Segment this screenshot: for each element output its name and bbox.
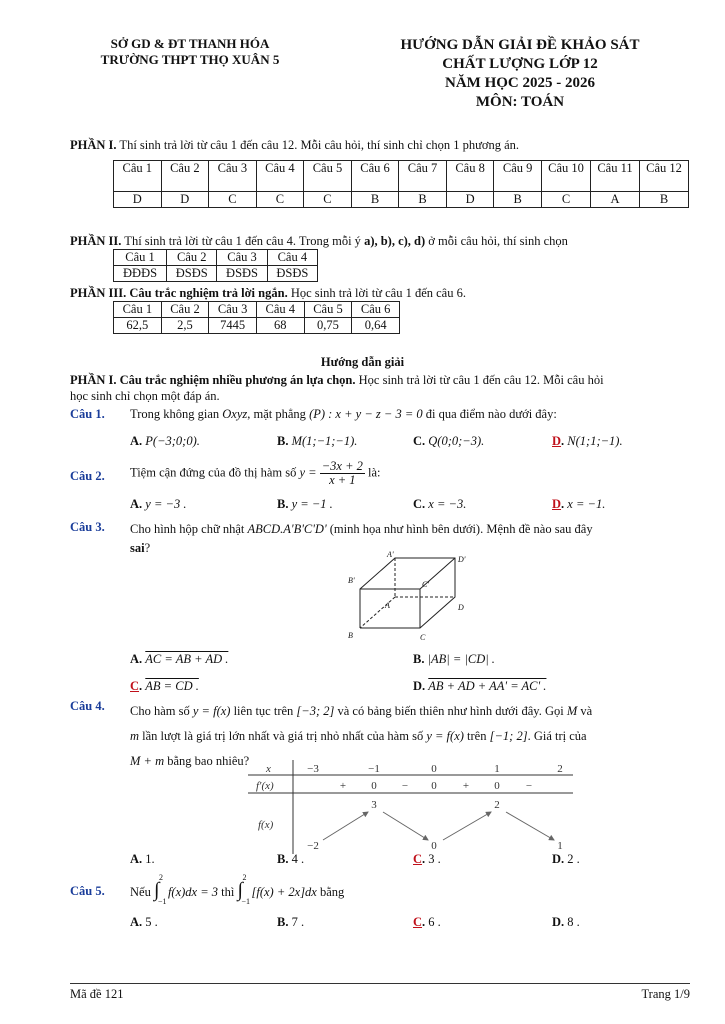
option-text: AB + AD + AA' = AC' . (428, 679, 547, 693)
document-title (350, 36, 690, 112)
increase-arrow (443, 812, 491, 840)
option-text: 2 . (567, 852, 580, 866)
vertex-label: A' (387, 550, 394, 559)
answer-cell: ĐSĐS (217, 266, 267, 282)
f-value: 1 (557, 840, 563, 852)
page-number: Trang 1/9 (641, 987, 690, 1001)
increase-arrow (323, 812, 368, 840)
option-text: y = −1 . (291, 497, 333, 511)
q2-text-a: Tiệm cận đứng của đồ thị hàm số (130, 465, 300, 480)
q4-line1-d: và (577, 704, 593, 718)
decrease-arrow (383, 812, 428, 840)
vertex-label: C (420, 633, 426, 642)
answer-cell: B (351, 192, 399, 208)
q1-plane-equation: (P) : x + y − z − 3 = 0 (309, 407, 423, 421)
header-cell: Câu 3 (209, 302, 257, 318)
q1-option-b[interactable]: B. M(1;−1;−1). (277, 434, 358, 448)
q4-fx-2: y = f(x) (426, 729, 464, 743)
question-4-label: Câu 4. (70, 699, 105, 713)
q3-text-b: (minh họa như hình bên dưới). Mệnh đề nào sau đây (326, 522, 593, 536)
q4-fx: y = f(x) (192, 704, 231, 718)
part3-text: Học sinh trả lời từ câu 1 đến câu 6. (287, 286, 466, 300)
vertex-label: D (458, 603, 464, 612)
guide-part1-heading (70, 372, 690, 404)
q5-integral-1: f(x)dx = 3 (167, 885, 219, 899)
q4-option-c-correct[interactable]: C. 3 . (413, 852, 441, 866)
header-cell: Câu 4 (267, 250, 317, 266)
option-text: M(1;−1;−1). (291, 434, 358, 448)
header-cell: Câu 1 (114, 302, 162, 318)
q5-text-a: Nếu (130, 885, 154, 899)
q5-option-b[interactable]: B. 7 . (277, 915, 305, 929)
correct-letter: C (413, 915, 423, 929)
header-cell: Câu 4 (256, 161, 304, 192)
exam-code: Mã đề 121 (70, 987, 124, 1001)
derivative-sign: + (339, 780, 347, 792)
part2-answer-row (114, 266, 318, 282)
x-value: 1 (494, 763, 500, 775)
q5-text-b: thì (218, 885, 238, 899)
correct-letter: D (552, 434, 562, 448)
row-label-x: x (266, 763, 271, 775)
correct-letter: C (413, 852, 423, 866)
header-cell: Câu 2 (161, 161, 209, 192)
x-value: −1 (368, 763, 380, 775)
vertex-label: A (385, 601, 390, 610)
box-figure (340, 550, 480, 645)
answer-cell: ĐSĐS (267, 266, 317, 282)
guide-part1-text: Học sinh trả lời từ câu 1 đến câu 12. Mỗi câu hỏi (355, 373, 604, 387)
q5-option-a[interactable]: A. 5 . (130, 915, 158, 929)
option-text: x = −1. (567, 497, 606, 511)
q4-m: m (130, 729, 140, 743)
part1-answer-table (113, 160, 689, 208)
f-value: 2 (494, 799, 500, 811)
derivative-sign: + (462, 780, 470, 792)
answer-cell: C (304, 192, 352, 208)
part1-title: PHẦN I. (70, 138, 117, 152)
answer-cell: 0,64 (352, 318, 400, 334)
option-text: 1. (145, 852, 155, 866)
part3-header-row (114, 302, 400, 318)
q2-option-a[interactable]: A. y = −3 . (130, 497, 187, 511)
q3-text-sai: sai (130, 541, 145, 555)
answer-cell: D (114, 192, 162, 208)
answer-cell: B (640, 192, 689, 208)
q2-option-b[interactable]: B. y = −1 . (277, 497, 333, 511)
row-label-fprime: f′(x) (256, 780, 274, 792)
question-1-label: Câu 1. (70, 407, 105, 421)
question-2-label: Câu 2. (70, 469, 105, 483)
option-text: AC = AB + AD . (145, 652, 229, 666)
derivative-sign: − (525, 780, 533, 792)
header-cell: Câu 11 (591, 161, 640, 192)
part1-text: Thí sinh trả lời từ câu 1 đến câu 12. Mỗi câu hỏi, thí sinh chỉ chọn 1 phương án. (116, 138, 520, 152)
header-cell: Câu 3 (209, 161, 257, 192)
fraction-denominator: x + 1 (329, 473, 356, 487)
q5-integral-2: [f(x) + 2x]dx (251, 885, 317, 899)
part3-instruction (70, 286, 466, 301)
derivative-sign: 0 (431, 780, 437, 792)
header-cell: Câu 1 (114, 250, 167, 266)
option-letter: A. (130, 434, 143, 448)
fraction-numerator: −3x + 2 (321, 459, 363, 473)
vertex-label: B (348, 631, 353, 640)
integral-upper-limit: 2 (242, 873, 247, 882)
q1-option-c[interactable]: C. Q(0;0;−3). (413, 434, 485, 448)
q4-line2-c: . Giá trị của (527, 729, 587, 743)
school-name: TRƯỜNG THPT THỌ XUÂN 5 (100, 52, 280, 67)
option-text: 8 . (567, 915, 580, 929)
x-value: 2 (557, 763, 563, 775)
q3-text-d: ? (144, 541, 151, 555)
q2-option-c[interactable]: C. x = −3. (413, 497, 467, 511)
option-text: 6 . (428, 915, 441, 929)
variation-table (248, 760, 573, 854)
x-value: −3 (307, 763, 319, 775)
header-cell: Câu 12 (640, 161, 689, 192)
answer-cell: B (399, 192, 447, 208)
part2-text: Thí sinh trả lời từ câu 1 đến câu 4. Trong mỗi ý (121, 234, 365, 248)
q4-option-d[interactable]: D. 2 . (552, 852, 580, 866)
q4-option-a[interactable]: A. 1. (130, 852, 155, 866)
answer-cell: ĐĐĐS (114, 266, 167, 282)
q1-text-c: đi qua điểm nào dưới đây: (422, 407, 557, 421)
part3-title: PHẦN III. Câu trắc nghiệm trả lời ngắn. (70, 286, 288, 300)
vertex-label: B' (348, 576, 355, 585)
answer-cell: 68 (256, 318, 304, 334)
q4-interval: [−3; 2] (296, 704, 335, 718)
school-header (70, 36, 310, 68)
q4-line2-a: lần lượt là giá trị lớn nhất và giá trị nhỏ nhất của hàm số (139, 729, 427, 743)
q4-option-b[interactable]: B. 4 . (277, 852, 305, 866)
correct-letter: D (552, 497, 562, 511)
part1-instruction (70, 138, 519, 153)
q3-option-d[interactable]: D. AB + AD + AA' = AC' . (413, 679, 547, 693)
option-text: 5 . (145, 915, 158, 929)
part2-text-2: ở mỗi câu hỏi, thí sinh chọn (425, 234, 568, 248)
answer-cell: C (209, 192, 257, 208)
q2-y-eq: y = (299, 465, 317, 480)
option-text: x = −3. (428, 497, 467, 511)
f-value: −2 (307, 840, 319, 852)
decrease-arrow (506, 812, 554, 840)
derivative-sign: 0 (494, 780, 500, 792)
integral-lower-limit: −1 (157, 897, 167, 906)
q1-text-a: Trong không gian (130, 407, 223, 421)
q1-option-d-correct[interactable]: D. N(1;1;−1). (552, 434, 623, 448)
f-value: 0 (431, 840, 437, 852)
answer-cell: 62,5 (114, 318, 162, 334)
q4-interval-2: [−1; 2] (489, 729, 528, 743)
part3-answer-row (114, 318, 400, 334)
integral-sign: ∫ 2 −1 (238, 872, 252, 910)
header-cell: Câu 2 (167, 250, 217, 266)
row-label-f: f(x) (258, 819, 274, 831)
title-line-1: HƯỚNG DẪN GIẢI ĐỀ KHẢO SÁT (400, 37, 640, 53)
header-cell: Câu 9 (494, 161, 542, 192)
q2-fraction (320, 460, 365, 487)
header-cell: Câu 5 (304, 302, 352, 318)
question-5-text (130, 872, 344, 908)
part2-title: PHẦN II. (70, 234, 122, 248)
answer-cell: C (256, 192, 304, 208)
q4-line3-a: bằng bao nhiêu? (164, 754, 250, 768)
q4-line2-b: trên (463, 729, 490, 743)
question-3-label: Câu 3. (70, 520, 105, 534)
guide-title: Hướng dẫn giải (320, 355, 405, 369)
q1-oxyz: Oxyz (222, 407, 248, 421)
integral-lower-limit: −1 (241, 897, 251, 906)
q3-box-name: ABCD.A'B'C'D' (247, 522, 327, 536)
department-name: SỞ GD & ĐT THANH HÓA (110, 36, 270, 51)
option-text: 7 . (291, 915, 305, 929)
header-cell: Câu 7 (399, 161, 447, 192)
q3-text-a: Cho hình hộp chữ nhật (130, 522, 248, 536)
header-cell: Câu 6 (351, 161, 399, 192)
title-line-4: MÔN: TOÁN (475, 94, 565, 110)
answer-cell: C (542, 192, 591, 208)
option-text: 3 . (428, 852, 441, 866)
question-2-text (130, 460, 381, 487)
option-text: P(−3;0;0). (145, 434, 200, 448)
part1-answer-row (114, 192, 689, 208)
header-cell: Câu 8 (446, 161, 494, 192)
answer-cell: 7445 (209, 318, 257, 334)
q5-option-d[interactable]: D. 8 . (552, 915, 580, 929)
q3-option-b[interactable]: B. |AB| = |CD| . (413, 652, 495, 666)
answer-cell: D (161, 192, 209, 208)
f-value: 3 (371, 799, 377, 811)
integral-upper-limit: 2 (158, 873, 163, 882)
question-1-text (130, 407, 557, 422)
q4-line1-b: liên tục trên (230, 704, 297, 718)
guide-part1-title: PHẦN I. Câu trắc nghiệm nhiều phương án lựa chọn. (70, 373, 356, 387)
q1-option-a[interactable] (130, 434, 200, 449)
header-cell: Câu 5 (304, 161, 352, 192)
q5-option-c-correct[interactable]: C. 6 . (413, 915, 441, 929)
option-text: |AB| = |CD| . (427, 652, 495, 666)
part3-answer-table (113, 301, 400, 334)
question-5-label: Câu 5. (70, 884, 105, 898)
q4-M: M (566, 704, 578, 718)
vertex-label: D' (458, 555, 466, 564)
option-text: 4 . (291, 852, 305, 866)
answer-cell: ĐSĐS (167, 266, 217, 282)
option-text: y = −3 . (145, 497, 187, 511)
answer-cell: 0,75 (304, 318, 352, 334)
derivative-sign: 0 (371, 780, 377, 792)
header-cell: Câu 10 (542, 161, 591, 192)
part2-header-row (114, 250, 318, 266)
part2-abcd: a), b), c), d) (364, 234, 426, 248)
q3-option-c-correct[interactable]: C. AB = CD . (130, 679, 199, 693)
integral-sign: ∫ 2 −1 (154, 872, 168, 910)
q4-line1-c: và có bảng biến thiên như hình dưới đây. Gọi (334, 704, 567, 718)
header-cell: Câu 4 (256, 302, 304, 318)
q4-expr: M + m (130, 754, 165, 768)
header-cell: Câu 2 (161, 302, 209, 318)
header-cell: Câu 3 (217, 250, 267, 266)
part1-header-row (114, 161, 689, 192)
answer-cell: D (446, 192, 494, 208)
q4-line1-a: Cho hàm số (130, 704, 193, 718)
q2-option-d-correct[interactable]: D. x = −1. (552, 497, 606, 511)
part2-answer-table (113, 249, 318, 282)
header-cell: Câu 6 (352, 302, 400, 318)
derivative-sign: − (401, 780, 409, 792)
title-line-2: CHẤT LƯỢNG LỚP 12 (442, 56, 598, 72)
answer-cell: B (494, 192, 542, 208)
correct-letter: C (130, 679, 140, 693)
box-visible-edges (360, 558, 455, 628)
footer-divider (70, 983, 690, 984)
q1-text-b: , mặt phẳng (247, 407, 310, 421)
title-line-3: NĂM HỌC 2025 - 2026 (445, 75, 595, 91)
answer-cell: A (591, 192, 640, 208)
q2-text-b: là: (364, 465, 381, 480)
part2-instruction (70, 234, 568, 249)
vertex-label: C' (422, 580, 430, 589)
answer-cell: 2,5 (161, 318, 209, 334)
option-text: Q(0;0;−3). (428, 434, 485, 448)
q5-text-c: bằng (316, 885, 345, 899)
header-cell: Câu 1 (114, 161, 162, 192)
option-text: N(1;1;−1). (567, 434, 623, 448)
q3-option-a[interactable]: A. AC = AB + AD . (130, 652, 229, 666)
guide-part1-text-2: học sinh chỉ chọn một đáp án. (70, 389, 220, 403)
x-value: 0 (431, 763, 437, 775)
option-text: AB = CD . (145, 679, 199, 693)
